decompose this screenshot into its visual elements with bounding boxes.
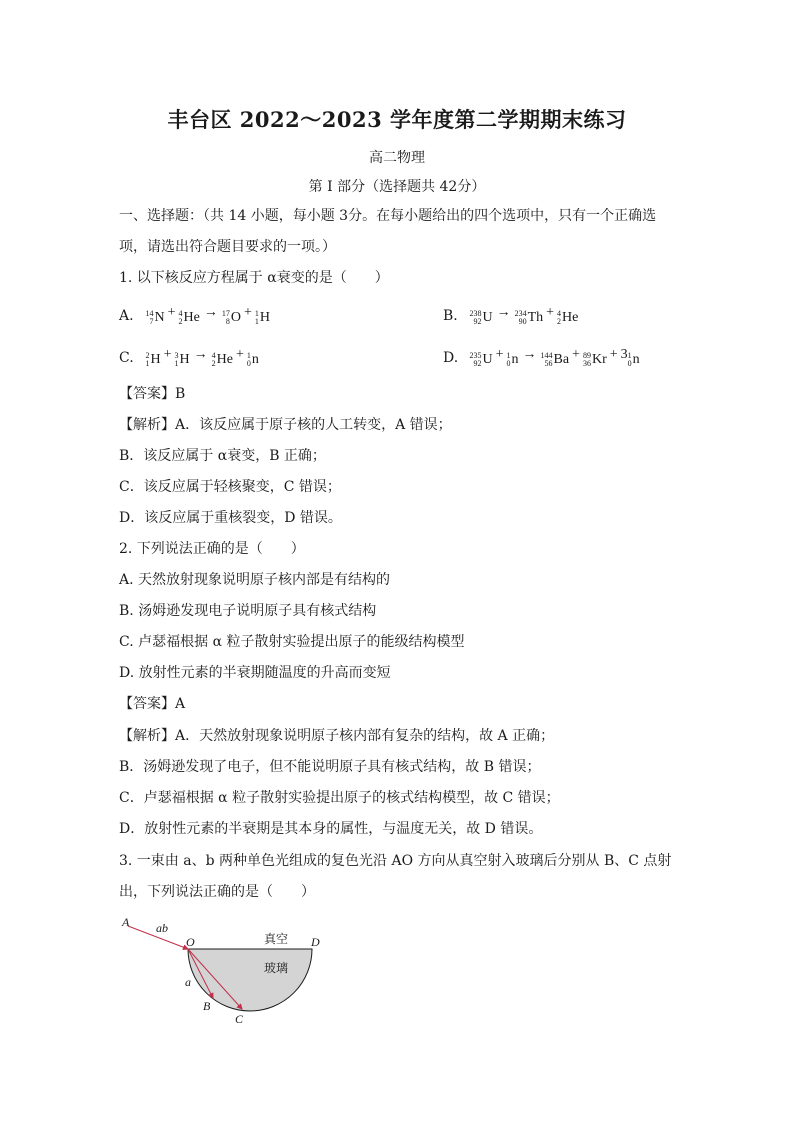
reaction-arrow: → [193,347,208,362]
q2-option-b[interactable]: B. 汤姆逊发现电子说明原子具有核式结构 [119,603,377,619]
q1-option-b-equation [469,304,578,327]
mass-number: 4 [557,309,562,318]
atomic-number: 1 [145,359,150,368]
nuclide [583,351,607,369]
subject-title: 高二物理 [369,150,425,166]
vacuum-label: 真空 [264,932,289,946]
part-title: 第 I 部分（选择题共 42分） [308,179,486,195]
element-symbol: H [259,310,270,325]
atomic-number: 7 [149,317,154,326]
q1-option-d-equation [469,346,639,369]
q3-stem-line2: 出，下列说法正确的是（ ） [119,884,315,900]
section-instruction-line1: 一、选择题：（共 14 小题，每小题 3分。在每小题给出的四个选项中，只有一个正确选 [119,208,657,224]
nuclide [469,309,492,327]
mass-number: 144 [540,351,553,360]
q2-option-a[interactable]: A. 天然放射现象说明原子核内部是有结构的 [119,572,391,588]
q3-stem-line1: 3. 一束由 a、b 两种单色光组成的复色光沿 AO 方向从真空射入玻璃后分别从 B、C 点射 [119,853,672,869]
element-symbol: Th [527,310,544,325]
mass-number: 3 [174,351,179,360]
mass-number: 234 [514,309,527,318]
nuclide [212,351,233,369]
point-c-label: C [235,1012,244,1026]
atomic-number: 90 [518,317,527,326]
q1-option-b-label: B. [443,307,458,324]
q1-option-c[interactable] [119,346,259,369]
mass-number: 4 [178,309,183,318]
section-instruction-line2: 项，请选出符合题目要求的一项。） [119,239,336,255]
q2-analysis-line: B．汤姆逊发现了电子，但不能说明原子具有核式结构，故 B 错误； [119,759,541,775]
q1-option-d[interactable] [443,346,640,369]
atomic-number: 1 [174,359,179,368]
element-symbol: H [150,352,161,367]
plus-sign: + [572,347,580,362]
atomic-number: 1 [254,317,259,326]
atomic-number: 92 [473,359,482,368]
atomic-number: 0 [246,359,251,368]
q1-option-c-label: C. [119,349,134,366]
q1-analysis-line: 【解析】A．该反应属于原子核的人工转变，A 错误； [119,417,452,433]
element-symbol: He [183,310,200,325]
mass-number: 2 [145,351,150,360]
nuclide [469,351,492,369]
q2-analysis-line: C．卢瑟福根据 α 粒子散射实验提出原子的核式结构模型，故 C 错误； [119,790,560,806]
ray-ab-label: ab [156,921,168,935]
element-symbol: He [562,310,579,325]
q1-analysis-line: C．该反应属于轻核聚变，C 错误； [119,479,341,495]
q1-option-c-equation [145,346,258,369]
q1-option-a[interactable] [119,304,270,327]
element-symbol: N [154,310,165,325]
q1-answer: 【答案】B [119,386,186,402]
q2-stem: 2. 下列说法正确的是（ ） [119,541,305,557]
mass-number: 14 [145,309,154,318]
point-a-label: A [122,915,130,929]
nuclide [145,351,160,369]
q1-option-a-label: A. [119,307,134,324]
element-symbol: He [216,352,233,367]
mass-number: 17 [221,309,230,318]
mass-number: 4 [211,351,216,360]
nuclide [540,351,569,369]
atomic-number: 0 [506,359,511,368]
glass-label: 玻璃 [264,961,289,975]
nuclide [255,309,270,327]
mass-number: 1 [254,309,259,318]
q1-option-b[interactable] [443,304,578,327]
q1-stem: 1. 以下核反应方程属于 α衰变的是（ ） [119,270,389,286]
element-symbol: U [482,352,493,367]
element-symbol: n [511,352,519,367]
atomic-number: 8 [225,317,230,326]
mass-number: 238 [469,309,482,318]
q2-option-c[interactable]: C. 卢瑟福根据 α 粒子散射实验提出原子的能级结构模型 [119,634,465,650]
q1-option-d-label: D. [443,349,459,366]
q2-option-d[interactable]: D. 放射性元素的半衰期随温度的升高而变短 [119,665,391,681]
element-symbol: O [230,310,241,325]
element-symbol: n [251,352,259,367]
point-d-label: D [311,935,320,949]
plus-sign: + [243,305,252,320]
nuclide [628,351,640,369]
mass-number: 89 [582,351,591,360]
q2-analysis-line: 【解析】A．天然放射现象说明原子核内部有复杂的结构，故 A 正确； [119,728,555,744]
plus-sign: + [609,347,618,362]
nuclide [178,309,199,327]
nuclide [557,309,578,327]
plus-sign: + [235,347,244,362]
reaction-arrow: → [203,305,218,320]
q2-answer: 【答案】A [119,696,186,712]
q1-option-a-equation [145,304,270,327]
plus-sign: + [546,305,555,320]
reaction-arrow: → [496,305,511,320]
atomic-number: 2 [557,317,562,326]
exam-title: 丰台区 2022～2023 学年度第二学期期末练习 [167,107,627,132]
element-symbol: Kr [591,352,607,367]
refraction-diagram [112,912,352,1032]
q1-analysis-line: D．该反应属于重核裂变，D 错误。 [119,510,342,526]
point-o-label: O [186,935,195,949]
ray-a-label: a [185,975,191,989]
nuclide [174,351,189,369]
plus-sign: + [167,305,176,320]
element-symbol: n [632,352,640,367]
q2-analysis-line: D．放射性元素的半衰期是其本身的属性，与温度无关，故 D 错误。 [119,821,543,837]
point-b-label: B [203,999,211,1013]
nuclide [247,351,259,369]
element-symbol: H [179,352,190,367]
reaction-arrow: → [522,347,537,362]
plus-sign: + [163,347,172,362]
mass-number: 1 [506,351,511,360]
atomic-number: 36 [582,359,591,368]
mass-number: 1 [627,351,632,360]
plus-sign: + [495,347,504,362]
atomic-number: 2 [178,317,183,326]
atomic-number: 2 [211,359,216,368]
atomic-number: 92 [473,317,482,326]
atomic-number: 0 [627,359,632,368]
q1-analysis-line: B．该反应属于 α衰变，B 正确； [119,448,326,464]
mass-number: 1 [246,351,251,360]
atomic-number: 56 [544,359,553,368]
element-symbol: Ba [553,352,570,367]
mass-number: 235 [469,351,482,360]
nuclide [222,309,241,327]
nuclide [506,351,518,369]
nuclide [515,309,544,327]
coefficient: 3 [620,347,628,362]
nuclide [145,309,164,327]
element-symbol: U [482,310,493,325]
